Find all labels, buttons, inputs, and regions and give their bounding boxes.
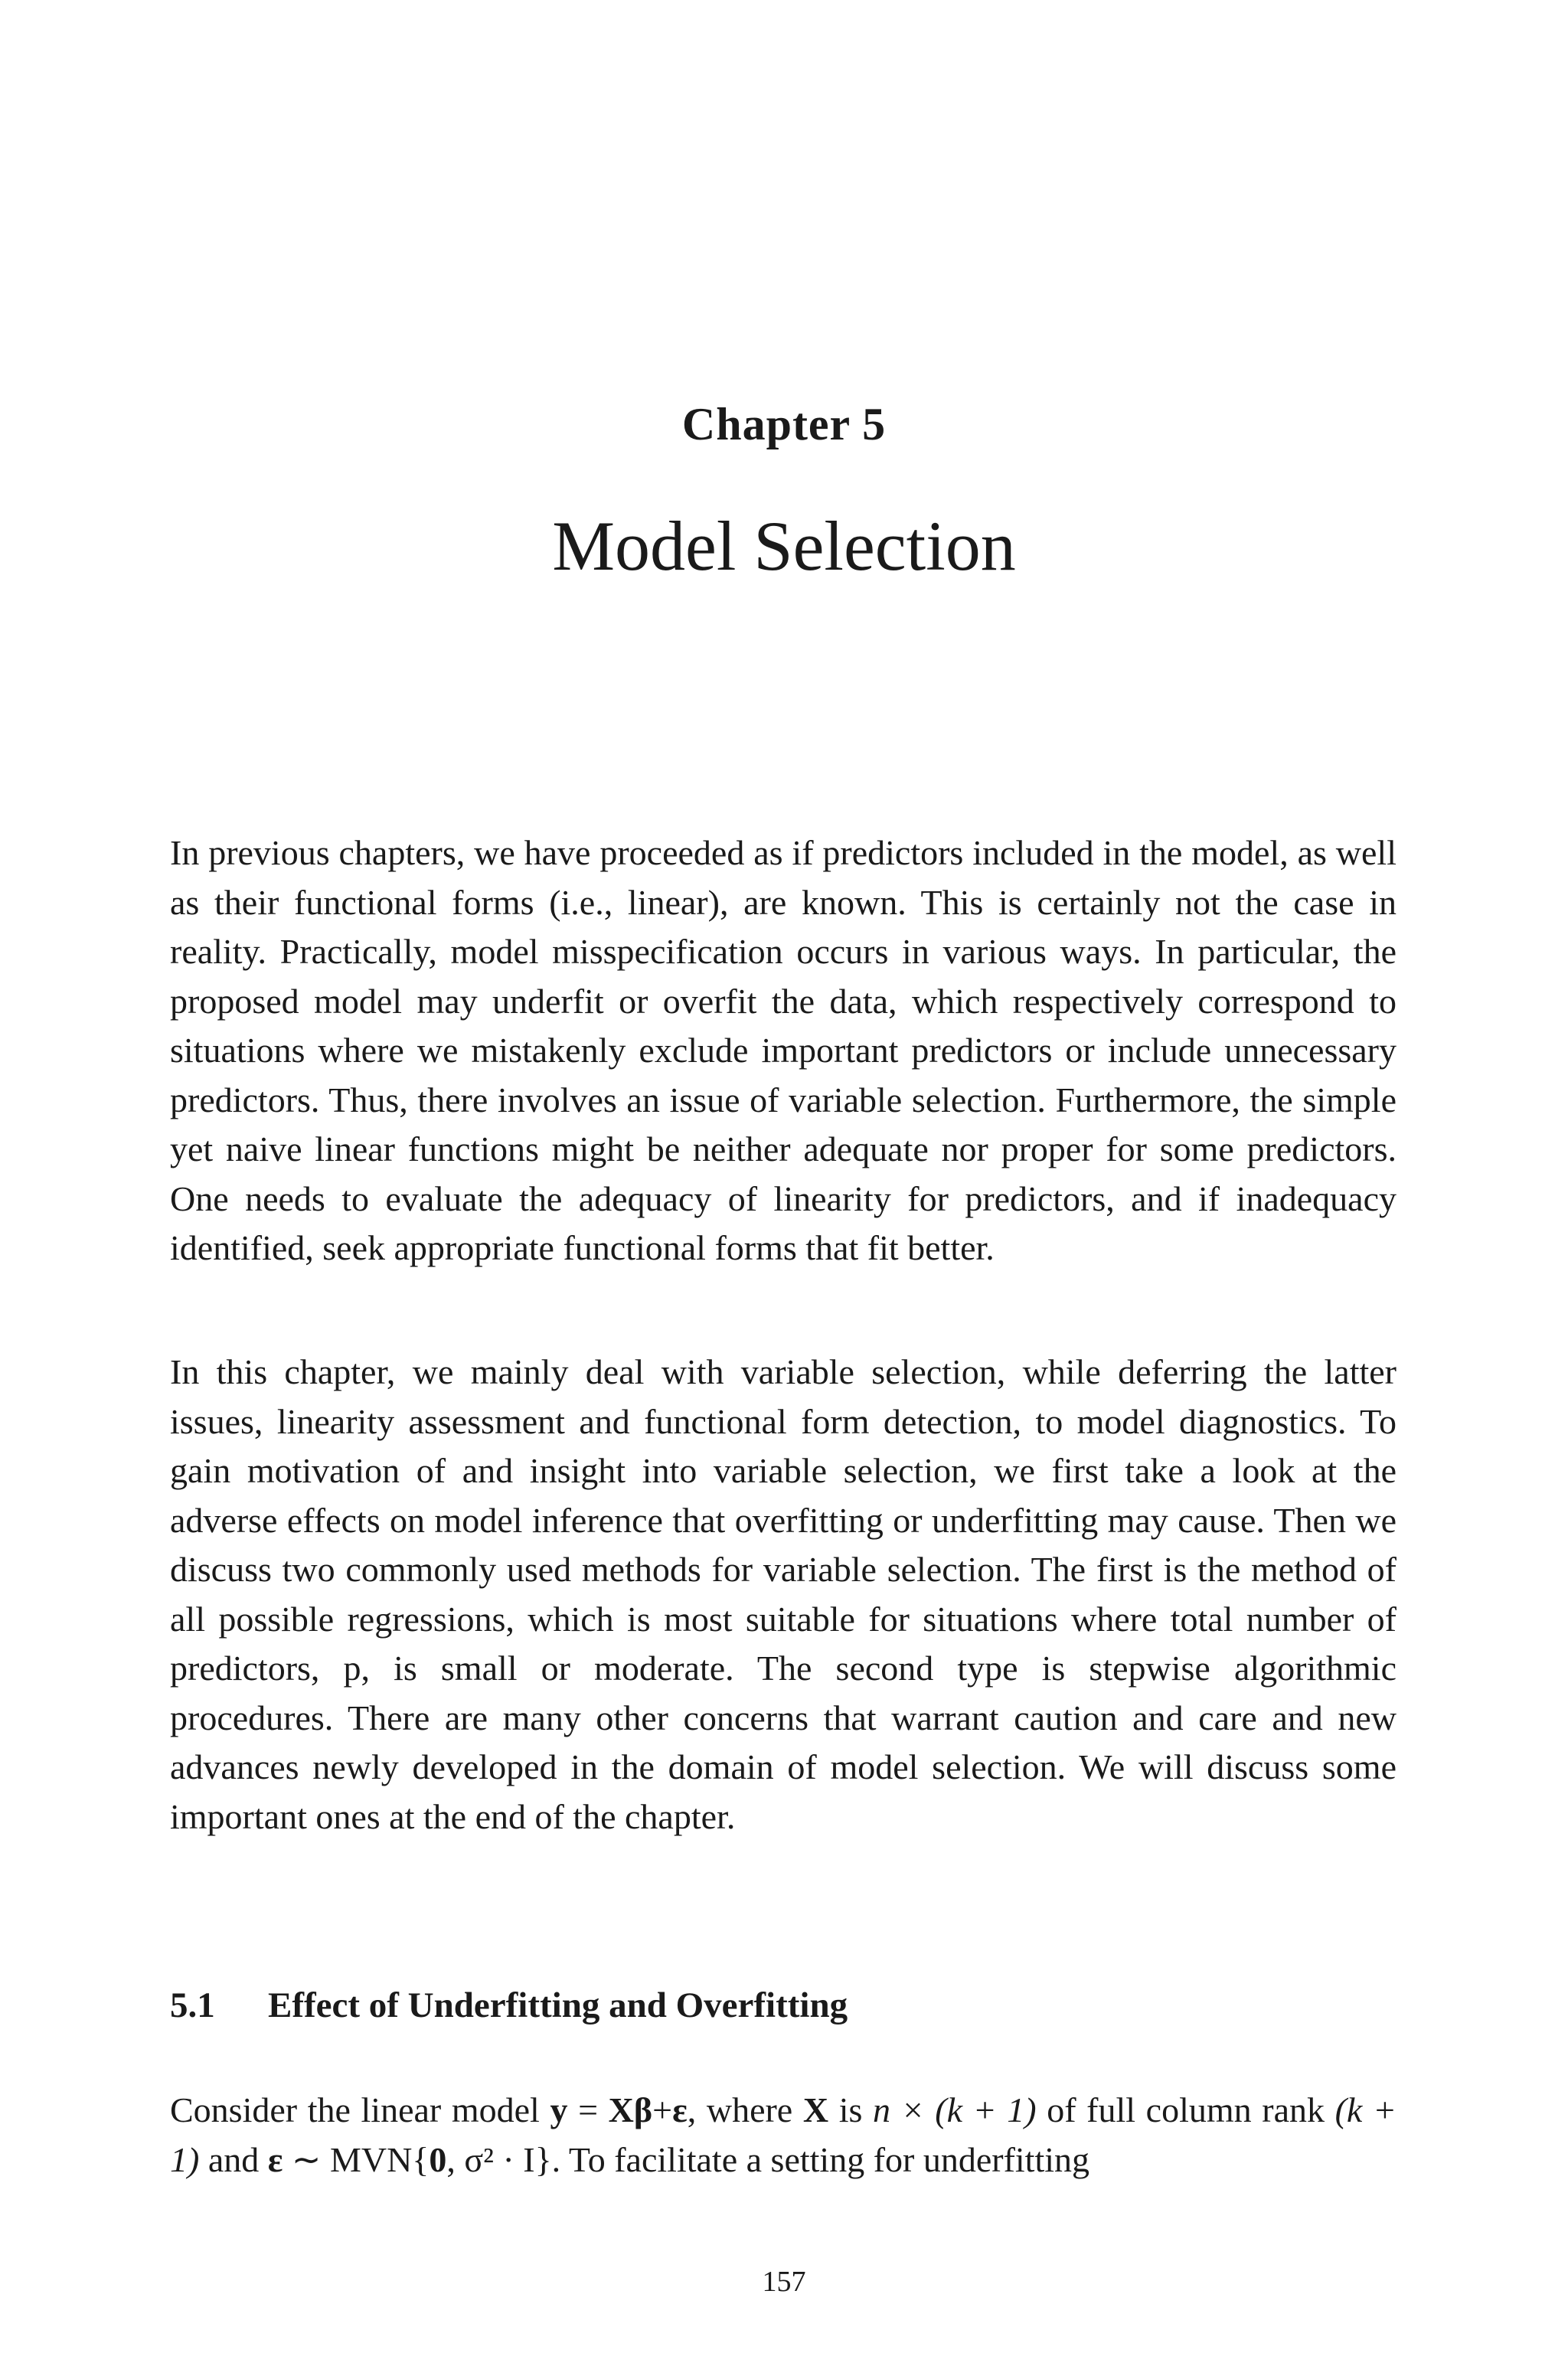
text-run: + (652, 2090, 673, 2129)
text-run: = (567, 2090, 609, 2129)
text-run: Consider the linear model (170, 2090, 550, 2129)
math-zero-vector: 0 (429, 2139, 447, 2179)
paragraph-text: In previous chapters, we have proceeded as if predictors included in the model, as well as their functional forms (i.e., linear), are known. This is certainly not the case in reality. Practically, model misspecification occurs in various ways. In particular, the proposed model may underfit or overfit the data, which respectively correspond to situations where we mistakenly exclude important predictors or include unnecessary predictors. Thus, there involves an issue of variable selection. Furthermore, the simple yet naive linear functions might be neither adequate nor proper for some predictors. One needs to evaluate the adequacy of linearity for predictors, and if inadequacy identified, seek appropriate functional forms that fit better. (170, 833, 1396, 1267)
math-rank: (k + 1) (170, 2090, 1397, 2179)
section-number: 5.1 (170, 1985, 215, 2025)
math-X: X (608, 2090, 634, 2129)
intro-paragraph-2 (170, 1348, 1396, 1841)
page-number: 157 (762, 2266, 806, 2298)
text-run: , σ² · I}. To facilitate a setting for underfitting (446, 2139, 1090, 2179)
text-run: , where (687, 2090, 803, 2129)
paragraph-text: In this chapter, we mainly deal with variable selection, while deferring the latter issues, linearity assessment and functional form detection, to model diagnostics. To gain motivation of and insight into variable selection, we first take a look at the adverse effects on model inference that overfitting or underfitting may cause. Then we discuss two commonly used methods for variable selection. The first is the method of all possible regressions, which is most suitable for situations where total number of predictors, p, is small or moderate. The second type is stepwise algorithmic procedures. There are many other concerns that warrant caution and care and new advances newly developed in the domain of model selection. We will discuss some important ones at the end of the chapter. (170, 1352, 1396, 1836)
section-title: Effect of Underfitting and Overfitting (268, 1985, 848, 2025)
math-dimensions: n × (k + 1) (873, 2090, 1037, 2129)
math-X: X (802, 2090, 829, 2129)
chapter-title: Model Selection (552, 507, 1016, 585)
section-paragraph (170, 2086, 1396, 2185)
math-beta: β (633, 2090, 653, 2129)
math-epsilon: ε (267, 2139, 283, 2179)
chapter-label: Chapter 5 (681, 399, 887, 449)
math-epsilon: ε (672, 2090, 688, 2129)
paragraph-text (170, 2086, 1396, 2185)
text-run: ∼ MVN{ (283, 2139, 430, 2179)
section-heading (170, 1985, 848, 2026)
text-run: of full column rank (1036, 2090, 1335, 2129)
math-y: y (550, 2090, 568, 2129)
intro-paragraph-1 (170, 828, 1396, 1273)
text-run: is (828, 2090, 873, 2129)
text-run: and (199, 2139, 268, 2179)
